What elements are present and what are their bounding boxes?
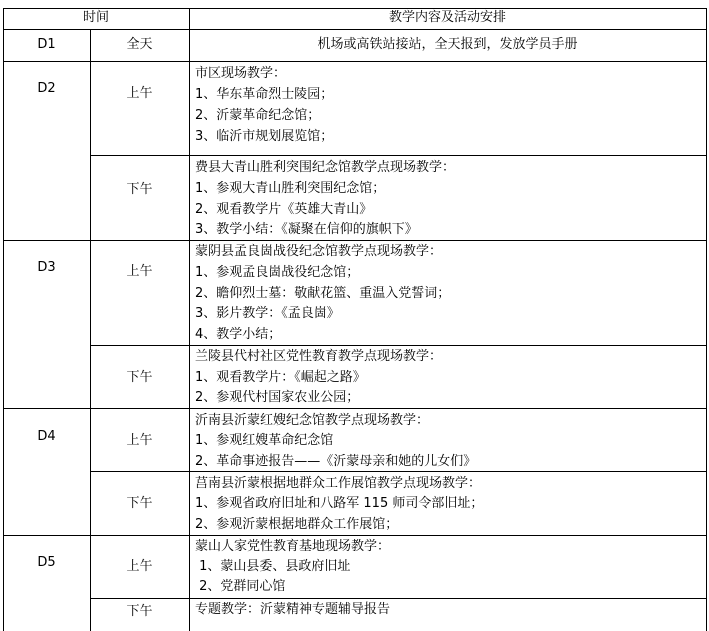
period-label: 下午 <box>126 496 153 511</box>
day-label: D5 <box>37 555 56 570</box>
content-line: 2、参观代村国家农业公园； <box>195 390 360 405</box>
day-label: D3 <box>37 260 56 275</box>
period-label: 上午 <box>126 433 153 448</box>
content-line: 市区现场教学： <box>195 66 287 81</box>
content-line: 1、参观孟良崮战役纪念馆； <box>195 265 360 280</box>
content-line: 莒南县沂蒙根据地群众工作展馆教学点现场教学： <box>195 476 482 491</box>
grid-line <box>3 408 707 409</box>
content-line: 1、蒙山县委、县政府旧址 <box>195 559 351 574</box>
content-line: 3、临沂市规划展览馆； <box>195 129 334 144</box>
content-line: 费县大青山胜利突围纪念馆教学点现场教学： <box>195 160 456 175</box>
day-label: D2 <box>37 81 56 96</box>
period-label: 上午 <box>126 86 153 101</box>
content-line: 2、观看教学片《英雄大青山》 <box>195 202 373 217</box>
period-label: 下午 <box>126 604 153 619</box>
content-line: 1、参观省政府旧址和八路军 115 师司令部旧址； <box>195 496 484 511</box>
grid-line <box>90 155 707 156</box>
content-line: 1、观看教学片：《崛起之路》 <box>195 370 366 385</box>
content-line: 1、参观红嫂革命纪念馆 <box>195 433 334 448</box>
content-line: 蒙阴县孟良崮战役纪念馆教学点现场教学： <box>195 244 443 259</box>
content-line: 2、瞻仰烈士墓：敬献花篮、重温入党誓词； <box>195 286 451 301</box>
grid-line <box>3 61 707 62</box>
content-line: 蒙山人家党性教育基地现场教学： <box>195 539 391 554</box>
grid-line <box>3 29 707 30</box>
content-line: 1、华东革命烈士陵园； <box>195 87 334 102</box>
grid-line <box>189 8 190 631</box>
grid-line <box>3 240 707 241</box>
content-line: 沂南县沂蒙红嫂纪念馆教学点现场教学： <box>195 413 430 428</box>
period-label: 上午 <box>126 264 153 279</box>
content-line: 兰陵县代村社区党性教育教学点现场教学： <box>195 349 443 364</box>
grid-line <box>3 8 4 631</box>
period-label: 全天 <box>126 37 153 52</box>
period-label: 下午 <box>126 370 153 385</box>
content-line: 1、参观大青山胜利突围纪念馆； <box>195 181 386 196</box>
content-line: 机场或高铁站接站，全天报到，发放学员手册 <box>317 37 578 52</box>
grid-line <box>3 535 707 536</box>
content-line: 4、教学小结； <box>195 327 282 342</box>
content-line: 3、影片教学：《孟良崮》 <box>195 306 340 321</box>
content-line: 2、革命事迹报告——《沂蒙母亲和她的儿女们》 <box>195 454 477 469</box>
content-line: 3、教学小结：《凝聚在信仰的旗帜下》 <box>195 222 418 237</box>
period-label: 下午 <box>126 182 153 197</box>
header-time: 时间 <box>82 10 109 25</box>
header-content: 教学内容及活动安排 <box>388 10 506 25</box>
grid-line <box>90 29 91 631</box>
grid-line <box>706 8 707 631</box>
period-label: 上午 <box>126 559 153 574</box>
content-line: 2、参观沂蒙根据地群众工作展馆； <box>195 517 399 532</box>
content-line: 2、党群同心馆 <box>195 579 286 594</box>
content-line: 专题教学：沂蒙精神专题辅导报告 <box>195 602 391 617</box>
content-line: 2、沂蒙革命纪念馆； <box>195 108 321 123</box>
grid-line <box>90 471 707 472</box>
grid-line <box>90 345 707 346</box>
day-label: D1 <box>37 37 56 52</box>
day-label: D4 <box>37 429 56 444</box>
grid-line <box>90 598 707 599</box>
